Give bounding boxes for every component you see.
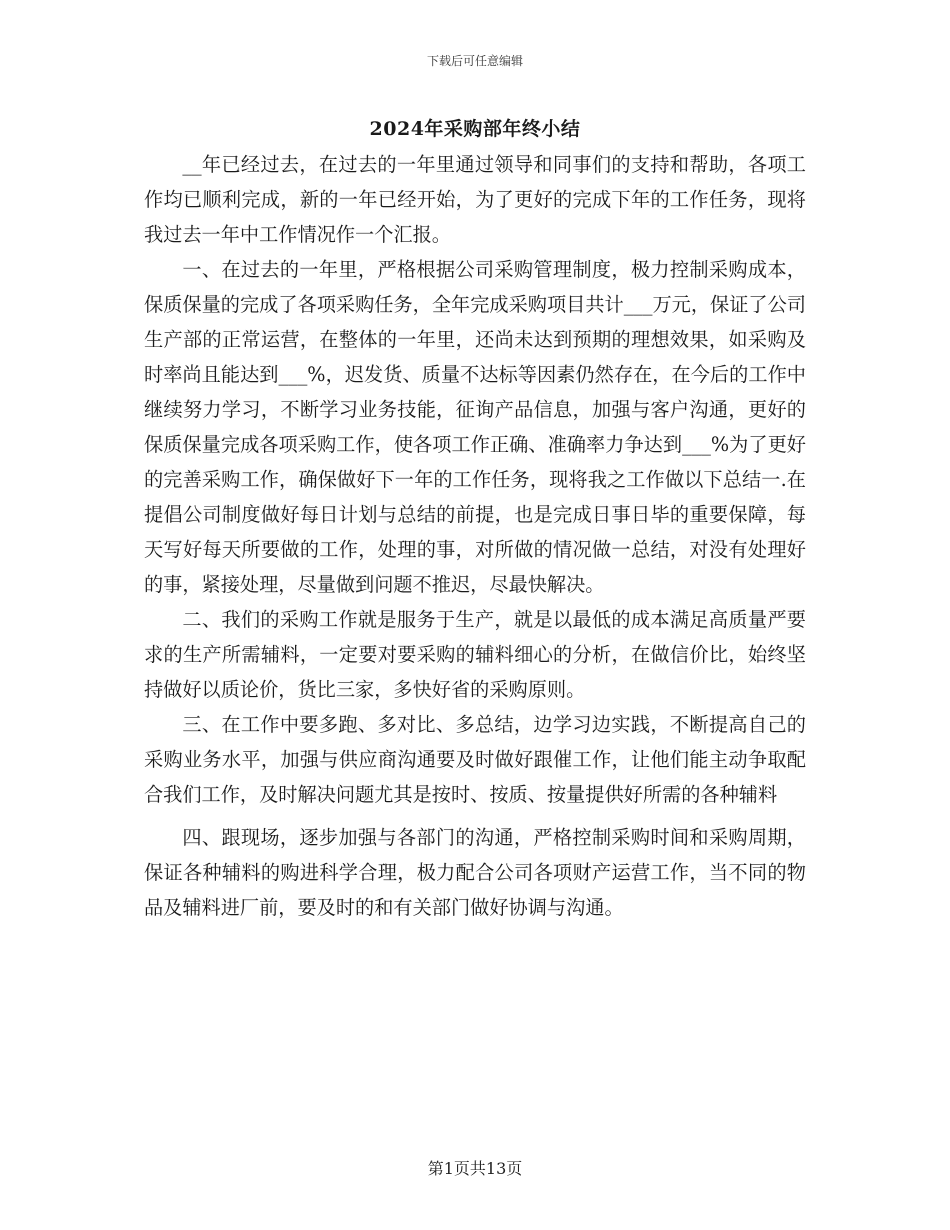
header-note: 下载后可任意编辑 [426,54,523,68]
paragraph-4: 四、跟现场，逐步加强与各部门的沟通，严格控制采购时间和采购周期，保证各种辅料的购进科学合理，极力配合公司各项财产运营工作，当不同的物品及辅料进厂前，要及时的和有关部门做好协调与沟通。 [144,826,806,919]
paragraph-2: 二、我们的采购工作就是服务于生产，就是以最低的成本满足高质量严要求的生产所需辅料，一定要对要采购的辅料细心的分析，在做信价比，始终坚持做好以质论价，货比三家，多快好省的采购原则。 [144,608,806,701]
paragraph-1: 一、在过去的一年里，严格根据公司采购管理制度，极力控制采购成本，保质保量的完成了各项采购任务，全年完成采购项目共计___万元，保证了公司生产部的正常运营，在整体的一年里，还尚未达到预期的理想效果，如采购及时率尚且能达到___%，迟发货、质量不达标等因素仍然存在，在今后的工作中继续努力学习，不断学习业务技能，征询产品信息，加强与客户沟通，更好的保质保量完成各项采购工作，使各项工作正确、准确率力争达到___%为了更好的完善采购工作，确保做好下一年的工作任务，现将我之工作做以下总结一.在提倡公司制度做好每日计划与总结的前提，也是完成日事日毕的重要保障，每天写好每天所要做的工作，处理的事，对所做的情况做一总结，对没有处理好的事，紧接处理，尽量做到问题不推迟，尽最快解决。 [144,258,806,596]
page-number: 第1页共13页 [427,1159,523,1178]
paragraph-3: 三、在工作中要多跑、多对比、多总结，边学习边实践，不断提高自己的采购业务水平，加强与供应商沟通要及时做好跟催工作，让他们能主动争取配合我们工作，及时解决问题尤其是按时、按质、按量提供好所需的各种辅料 [144,713,806,806]
document-title: 2024年采购部年终小结 [369,118,581,140]
paragraph-intro: __年已经过去，在过去的一年里通过领导和同事们的支持和帮助，各项工作均已顺利完成，新的一年已经开始，为了更好的完成下年的工作任务，现将我过去一年中工作情况作一个汇报。 [144,153,806,246]
document-body [144,147,806,925]
